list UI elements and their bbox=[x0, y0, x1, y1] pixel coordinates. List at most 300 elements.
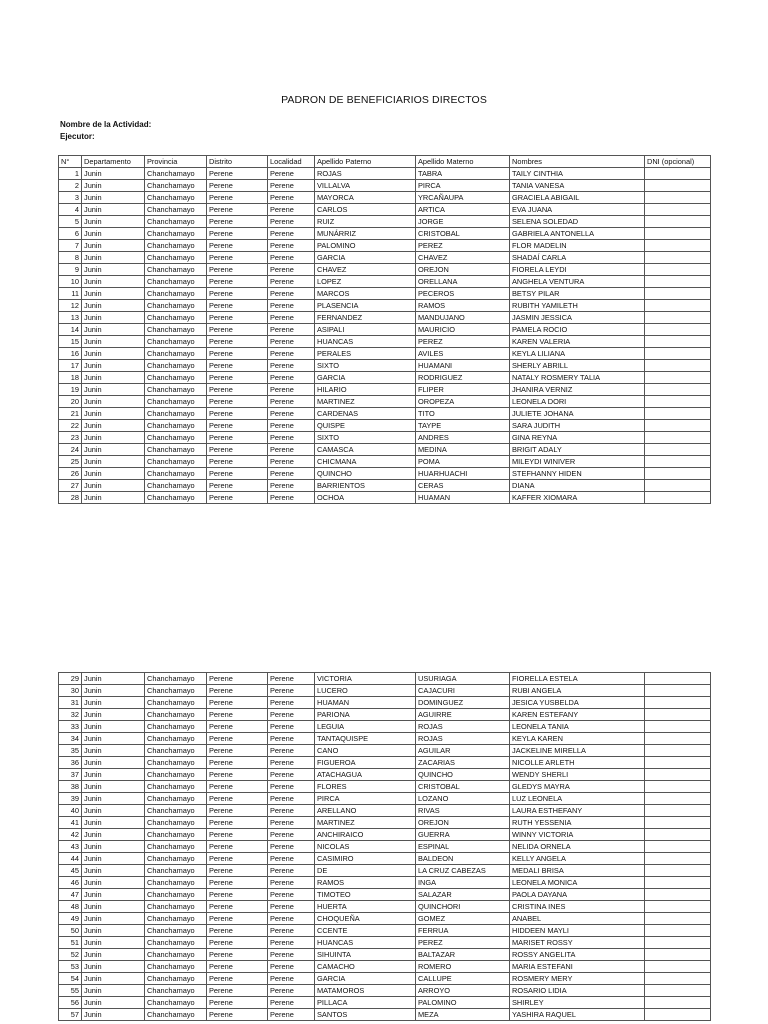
cell-dni bbox=[645, 769, 711, 781]
cell-apellido-materno: OREJON bbox=[416, 264, 510, 276]
cell-provincia: Chanchamayo bbox=[145, 853, 207, 865]
table-row bbox=[59, 865, 711, 877]
table-row bbox=[59, 432, 711, 444]
cell-nombres: BRIGIT ADALY bbox=[510, 444, 645, 456]
cell-nombres: ANABEL bbox=[510, 913, 645, 925]
cell-distrito: Perene bbox=[207, 276, 268, 288]
table-row bbox=[59, 913, 711, 925]
cell-numero: 57 bbox=[59, 1009, 82, 1021]
cell-departamento: Junin bbox=[82, 673, 145, 685]
table-row bbox=[59, 288, 711, 300]
table-row bbox=[59, 324, 711, 336]
cell-numero: 11 bbox=[59, 288, 82, 300]
cell-apellido-materno: AGUILAR bbox=[416, 745, 510, 757]
cell-dni bbox=[645, 324, 711, 336]
cell-apellido-materno: MANDUJANO bbox=[416, 312, 510, 324]
cell-apellido-paterno: GARCIA bbox=[315, 252, 416, 264]
cell-localidad: Perene bbox=[268, 336, 315, 348]
cell-departamento: Junin bbox=[82, 444, 145, 456]
cell-nombres: KEYLA KAREN bbox=[510, 733, 645, 745]
cell-apellido-paterno: ASIPALI bbox=[315, 324, 416, 336]
cell-localidad: Perene bbox=[268, 841, 315, 853]
cell-departamento: Junin bbox=[82, 492, 145, 504]
table-row bbox=[59, 889, 711, 901]
cell-dni bbox=[645, 937, 711, 949]
table-row bbox=[59, 276, 711, 288]
cell-localidad: Perene bbox=[268, 721, 315, 733]
cell-nombres: HIDDEEN MAYLI bbox=[510, 925, 645, 937]
cell-numero: 26 bbox=[59, 468, 82, 480]
cell-provincia: Chanchamayo bbox=[145, 456, 207, 468]
cell-dni bbox=[645, 216, 711, 228]
cell-numero: 2 bbox=[59, 180, 82, 192]
cell-provincia: Chanchamayo bbox=[145, 673, 207, 685]
cell-nombres: NATALY ROSMERY TALIA bbox=[510, 372, 645, 384]
cell-departamento: Junin bbox=[82, 240, 145, 252]
cell-localidad: Perene bbox=[268, 204, 315, 216]
cell-numero: 34 bbox=[59, 733, 82, 745]
cell-apellido-paterno: PLASENCIA bbox=[315, 300, 416, 312]
cell-departamento: Junin bbox=[82, 468, 145, 480]
cell-apellido-materno: AGUIRRE bbox=[416, 709, 510, 721]
cell-apellido-materno: PEREZ bbox=[416, 240, 510, 252]
cell-departamento: Junin bbox=[82, 300, 145, 312]
cell-apellido-materno: USURIAGA bbox=[416, 673, 510, 685]
cell-apellido-paterno: QUISPE bbox=[315, 420, 416, 432]
cell-distrito: Perene bbox=[207, 985, 268, 997]
cell-apellido-materno: ORELLANA bbox=[416, 276, 510, 288]
cell-localidad: Perene bbox=[268, 697, 315, 709]
cell-provincia: Chanchamayo bbox=[145, 324, 207, 336]
cell-distrito: Perene bbox=[207, 793, 268, 805]
cell-distrito: Perene bbox=[207, 360, 268, 372]
cell-apellido-paterno: CHOQUEÑA bbox=[315, 913, 416, 925]
table-row bbox=[59, 841, 711, 853]
cell-apellido-materno: QUINCHORI bbox=[416, 901, 510, 913]
cell-departamento: Junin bbox=[82, 829, 145, 841]
cell-apellido-paterno: NICOLAS bbox=[315, 841, 416, 853]
cell-localidad: Perene bbox=[268, 240, 315, 252]
cell-numero: 40 bbox=[59, 805, 82, 817]
table-row bbox=[59, 769, 711, 781]
cell-localidad: Perene bbox=[268, 444, 315, 456]
cell-nombres: PAOLA DAYANA bbox=[510, 889, 645, 901]
cell-provincia: Chanchamayo bbox=[145, 913, 207, 925]
cell-dni bbox=[645, 997, 711, 1009]
cell-distrito: Perene bbox=[207, 853, 268, 865]
cell-localidad: Perene bbox=[268, 673, 315, 685]
table-row bbox=[59, 745, 711, 757]
cell-departamento: Junin bbox=[82, 781, 145, 793]
cell-localidad: Perene bbox=[268, 300, 315, 312]
cell-nombres: EVA JUANA bbox=[510, 204, 645, 216]
cell-dni bbox=[645, 961, 711, 973]
cell-numero: 21 bbox=[59, 408, 82, 420]
cell-dni bbox=[645, 432, 711, 444]
cell-apellido-paterno: CAMASCA bbox=[315, 444, 416, 456]
cell-apellido-materno: TAYPE bbox=[416, 420, 510, 432]
cell-provincia: Chanchamayo bbox=[145, 432, 207, 444]
cell-apellido-paterno: GARCIA bbox=[315, 973, 416, 985]
cell-numero: 24 bbox=[59, 444, 82, 456]
cell-nombres: KAFFER XIOMARA bbox=[510, 492, 645, 504]
cell-localidad: Perene bbox=[268, 168, 315, 180]
cell-localidad: Perene bbox=[268, 252, 315, 264]
cell-apellido-paterno: TANTAQUISPE bbox=[315, 733, 416, 745]
cell-nombres: PAMELA ROCIO bbox=[510, 324, 645, 336]
cell-provincia: Chanchamayo bbox=[145, 264, 207, 276]
cell-departamento: Junin bbox=[82, 913, 145, 925]
table-row bbox=[59, 252, 711, 264]
cell-apellido-materno: BALTAZAR bbox=[416, 949, 510, 961]
table-row bbox=[59, 757, 711, 769]
cell-numero: 12 bbox=[59, 300, 82, 312]
cell-apellido-paterno: MATAMOROS bbox=[315, 985, 416, 997]
header-apellido-paterno: Apellido Paterno bbox=[315, 156, 416, 168]
cell-dni bbox=[645, 841, 711, 853]
beneficiaries-table-page-1 bbox=[58, 155, 711, 504]
cell-departamento: Junin bbox=[82, 408, 145, 420]
cell-apellido-materno: MEDINA bbox=[416, 444, 510, 456]
cell-provincia: Chanchamayo bbox=[145, 865, 207, 877]
cell-provincia: Chanchamayo bbox=[145, 1009, 207, 1021]
cell-departamento: Junin bbox=[82, 961, 145, 973]
cell-localidad: Perene bbox=[268, 492, 315, 504]
cell-apellido-paterno: LUCERO bbox=[315, 685, 416, 697]
actividad-label: Nombre de la Actividad: bbox=[60, 120, 152, 129]
cell-apellido-paterno: MARTINEZ bbox=[315, 396, 416, 408]
cell-dni bbox=[645, 420, 711, 432]
table-row bbox=[59, 877, 711, 889]
cell-nombres: KEYLA LILIANA bbox=[510, 348, 645, 360]
cell-dni bbox=[645, 733, 711, 745]
cell-departamento: Junin bbox=[82, 685, 145, 697]
cell-numero: 31 bbox=[59, 697, 82, 709]
cell-dni bbox=[645, 829, 711, 841]
header-departamento: Departamento bbox=[82, 156, 145, 168]
cell-departamento: Junin bbox=[82, 384, 145, 396]
cell-departamento: Junin bbox=[82, 192, 145, 204]
cell-departamento: Junin bbox=[82, 985, 145, 997]
cell-localidad: Perene bbox=[268, 781, 315, 793]
cell-distrito: Perene bbox=[207, 997, 268, 1009]
cell-numero: 38 bbox=[59, 781, 82, 793]
cell-distrito: Perene bbox=[207, 781, 268, 793]
cell-apellido-paterno: TIMOTEO bbox=[315, 889, 416, 901]
table-row bbox=[59, 793, 711, 805]
cell-apellido-paterno: MUNÁRRIZ bbox=[315, 228, 416, 240]
cell-localidad: Perene bbox=[268, 360, 315, 372]
cell-dni bbox=[645, 925, 711, 937]
table-row bbox=[59, 853, 711, 865]
cell-nombres: GINA REYNA bbox=[510, 432, 645, 444]
cell-apellido-materno: ARTICA bbox=[416, 204, 510, 216]
cell-localidad: Perene bbox=[268, 480, 315, 492]
table-row bbox=[59, 312, 711, 324]
cell-apellido-paterno: ATACHAGUA bbox=[315, 769, 416, 781]
table-row bbox=[59, 973, 711, 985]
table-row bbox=[59, 396, 711, 408]
cell-apellido-materno: CAJACURI bbox=[416, 685, 510, 697]
cell-distrito: Perene bbox=[207, 324, 268, 336]
cell-distrito: Perene bbox=[207, 673, 268, 685]
cell-provincia: Chanchamayo bbox=[145, 420, 207, 432]
cell-provincia: Chanchamayo bbox=[145, 480, 207, 492]
cell-localidad: Perene bbox=[268, 937, 315, 949]
cell-apellido-materno: HUARHUACHI bbox=[416, 468, 510, 480]
cell-dni bbox=[645, 192, 711, 204]
cell-distrito: Perene bbox=[207, 252, 268, 264]
cell-dni bbox=[645, 348, 711, 360]
cell-numero: 50 bbox=[59, 925, 82, 937]
cell-distrito: Perene bbox=[207, 865, 268, 877]
cell-nombres: RUBITH YAMILETH bbox=[510, 300, 645, 312]
cell-numero: 16 bbox=[59, 348, 82, 360]
cell-dni bbox=[645, 757, 711, 769]
cell-distrito: Perene bbox=[207, 937, 268, 949]
cell-localidad: Perene bbox=[268, 468, 315, 480]
cell-nombres: MARISET ROSSY bbox=[510, 937, 645, 949]
cell-dni bbox=[645, 336, 711, 348]
cell-dni bbox=[645, 240, 711, 252]
cell-provincia: Chanchamayo bbox=[145, 252, 207, 264]
cell-departamento: Junin bbox=[82, 372, 145, 384]
cell-provincia: Chanchamayo bbox=[145, 396, 207, 408]
cell-apellido-paterno: HUERTA bbox=[315, 901, 416, 913]
cell-dni bbox=[645, 1009, 711, 1021]
cell-provincia: Chanchamayo bbox=[145, 288, 207, 300]
cell-nombres: SARA JUDITH bbox=[510, 420, 645, 432]
cell-nombres: STEFHANNY HIDEN bbox=[510, 468, 645, 480]
cell-distrito: Perene bbox=[207, 492, 268, 504]
cell-apellido-paterno: ANCHIRAICO bbox=[315, 829, 416, 841]
cell-numero: 15 bbox=[59, 336, 82, 348]
cell-departamento: Junin bbox=[82, 745, 145, 757]
cell-provincia: Chanchamayo bbox=[145, 769, 207, 781]
cell-localidad: Perene bbox=[268, 853, 315, 865]
cell-dni bbox=[645, 180, 711, 192]
table-row bbox=[59, 961, 711, 973]
cell-nombres: FIORELA LEYDI bbox=[510, 264, 645, 276]
cell-apellido-paterno: PARIONA bbox=[315, 709, 416, 721]
table-row bbox=[59, 300, 711, 312]
cell-distrito: Perene bbox=[207, 829, 268, 841]
cell-distrito: Perene bbox=[207, 961, 268, 973]
cell-numero: 4 bbox=[59, 204, 82, 216]
cell-localidad: Perene bbox=[268, 276, 315, 288]
cell-dni bbox=[645, 973, 711, 985]
cell-numero: 18 bbox=[59, 372, 82, 384]
cell-apellido-materno: HUAMAN bbox=[416, 492, 510, 504]
cell-provincia: Chanchamayo bbox=[145, 901, 207, 913]
cell-apellido-materno: JORGE bbox=[416, 216, 510, 228]
cell-provincia: Chanchamayo bbox=[145, 228, 207, 240]
cell-apellido-paterno: SIHUINTA bbox=[315, 949, 416, 961]
cell-dni bbox=[645, 228, 711, 240]
cell-departamento: Junin bbox=[82, 841, 145, 853]
cell-dni bbox=[645, 384, 711, 396]
cell-apellido-materno: HUAMANI bbox=[416, 360, 510, 372]
header-dni: DNI (opcional) bbox=[645, 156, 711, 168]
cell-numero: 13 bbox=[59, 312, 82, 324]
cell-localidad: Perene bbox=[268, 973, 315, 985]
cell-distrito: Perene bbox=[207, 949, 268, 961]
cell-numero: 14 bbox=[59, 324, 82, 336]
cell-dni bbox=[645, 288, 711, 300]
cell-departamento: Junin bbox=[82, 733, 145, 745]
cell-apellido-materno: POMA bbox=[416, 456, 510, 468]
cell-numero: 39 bbox=[59, 793, 82, 805]
cell-apellido-materno: CALLUPE bbox=[416, 973, 510, 985]
cell-provincia: Chanchamayo bbox=[145, 336, 207, 348]
page-title: PADRON DE BENEFICIARIOS DIRECTOS bbox=[281, 94, 487, 106]
cell-distrito: Perene bbox=[207, 925, 268, 937]
cell-nombres: SHADAÍ CARLA bbox=[510, 252, 645, 264]
cell-localidad: Perene bbox=[268, 408, 315, 420]
cell-dni bbox=[645, 913, 711, 925]
cell-distrito: Perene bbox=[207, 204, 268, 216]
cell-nombres: SELENA SOLEDAD bbox=[510, 216, 645, 228]
cell-apellido-materno: TABRA bbox=[416, 168, 510, 180]
table-row bbox=[59, 228, 711, 240]
cell-localidad: Perene bbox=[268, 288, 315, 300]
cell-departamento: Junin bbox=[82, 276, 145, 288]
cell-nombres: GRACIELA ABIGAIL bbox=[510, 192, 645, 204]
cell-apellido-paterno: FIGUEROA bbox=[315, 757, 416, 769]
cell-provincia: Chanchamayo bbox=[145, 709, 207, 721]
cell-dni bbox=[645, 252, 711, 264]
cell-departamento: Junin bbox=[82, 360, 145, 372]
cell-apellido-materno: CERAS bbox=[416, 480, 510, 492]
cell-provincia: Chanchamayo bbox=[145, 348, 207, 360]
cell-provincia: Chanchamayo bbox=[145, 300, 207, 312]
cell-provincia: Chanchamayo bbox=[145, 781, 207, 793]
cell-localidad: Perene bbox=[268, 348, 315, 360]
cell-numero: 37 bbox=[59, 769, 82, 781]
cell-departamento: Junin bbox=[82, 180, 145, 192]
cell-distrito: Perene bbox=[207, 745, 268, 757]
cell-provincia: Chanchamayo bbox=[145, 360, 207, 372]
cell-departamento: Junin bbox=[82, 697, 145, 709]
cell-departamento: Junin bbox=[82, 312, 145, 324]
cell-apellido-materno: OREJON bbox=[416, 817, 510, 829]
cell-numero: 51 bbox=[59, 937, 82, 949]
table-row bbox=[59, 492, 711, 504]
table-row bbox=[59, 336, 711, 348]
cell-dni bbox=[645, 745, 711, 757]
cell-distrito: Perene bbox=[207, 973, 268, 985]
cell-localidad: Perene bbox=[268, 769, 315, 781]
cell-departamento: Junin bbox=[82, 769, 145, 781]
cell-nombres: KAREN ESTEFANY bbox=[510, 709, 645, 721]
cell-provincia: Chanchamayo bbox=[145, 961, 207, 973]
cell-nombres: LEONELA MONICA bbox=[510, 877, 645, 889]
cell-nombres: FIORELLA ESTELA bbox=[510, 673, 645, 685]
table-row bbox=[59, 985, 711, 997]
cell-departamento: Junin bbox=[82, 901, 145, 913]
cell-provincia: Chanchamayo bbox=[145, 949, 207, 961]
cell-distrito: Perene bbox=[207, 757, 268, 769]
cell-departamento: Junin bbox=[82, 889, 145, 901]
cell-provincia: Chanchamayo bbox=[145, 697, 207, 709]
cell-numero: 5 bbox=[59, 216, 82, 228]
table-row bbox=[59, 480, 711, 492]
cell-apellido-materno: CRISTOBAL bbox=[416, 781, 510, 793]
cell-numero: 8 bbox=[59, 252, 82, 264]
cell-nombres: JULIETE JOHANA bbox=[510, 408, 645, 420]
cell-dni bbox=[645, 300, 711, 312]
cell-dni bbox=[645, 949, 711, 961]
table-row bbox=[59, 264, 711, 276]
cell-localidad: Perene bbox=[268, 1009, 315, 1021]
table-row bbox=[59, 180, 711, 192]
cell-apellido-materno: RIVAS bbox=[416, 805, 510, 817]
cell-apellido-paterno: CHAVEZ bbox=[315, 264, 416, 276]
cell-provincia: Chanchamayo bbox=[145, 889, 207, 901]
cell-dni bbox=[645, 168, 711, 180]
cell-distrito: Perene bbox=[207, 709, 268, 721]
cell-apellido-materno: ANDRES bbox=[416, 432, 510, 444]
table-row bbox=[59, 697, 711, 709]
cell-localidad: Perene bbox=[268, 865, 315, 877]
cell-dni bbox=[645, 264, 711, 276]
cell-localidad: Perene bbox=[268, 997, 315, 1009]
cell-nombres: ROSMERY MERY bbox=[510, 973, 645, 985]
cell-nombres: GABRIELA ANTONELLA bbox=[510, 228, 645, 240]
cell-nombres: JESICA YUSBELDA bbox=[510, 697, 645, 709]
cell-localidad: Perene bbox=[268, 456, 315, 468]
cell-provincia: Chanchamayo bbox=[145, 192, 207, 204]
cell-departamento: Junin bbox=[82, 973, 145, 985]
cell-apellido-materno: ROMERO bbox=[416, 961, 510, 973]
cell-apellido-materno: MEZA bbox=[416, 1009, 510, 1021]
cell-localidad: Perene bbox=[268, 384, 315, 396]
cell-localidad: Perene bbox=[268, 420, 315, 432]
table-row bbox=[59, 360, 711, 372]
cell-distrito: Perene bbox=[207, 180, 268, 192]
cell-numero: 32 bbox=[59, 709, 82, 721]
cell-provincia: Chanchamayo bbox=[145, 216, 207, 228]
cell-departamento: Junin bbox=[82, 937, 145, 949]
cell-apellido-materno: FLIPER bbox=[416, 384, 510, 396]
cell-departamento: Junin bbox=[82, 877, 145, 889]
cell-departamento: Junin bbox=[82, 865, 145, 877]
cell-departamento: Junin bbox=[82, 949, 145, 961]
cell-numero: 41 bbox=[59, 817, 82, 829]
cell-apellido-materno: TITO bbox=[416, 408, 510, 420]
cell-dni bbox=[645, 721, 711, 733]
cell-apellido-materno: GUERRA bbox=[416, 829, 510, 841]
cell-apellido-materno: CHAVEZ bbox=[416, 252, 510, 264]
cell-apellido-materno: ARROYO bbox=[416, 985, 510, 997]
cell-numero: 22 bbox=[59, 420, 82, 432]
cell-localidad: Perene bbox=[268, 805, 315, 817]
cell-dni bbox=[645, 468, 711, 480]
cell-apellido-materno: ZACARIAS bbox=[416, 757, 510, 769]
cell-apellido-paterno: MAYORCA bbox=[315, 192, 416, 204]
cell-dni bbox=[645, 889, 711, 901]
cell-apellido-materno: ESPINAL bbox=[416, 841, 510, 853]
cell-numero: 52 bbox=[59, 949, 82, 961]
cell-departamento: Junin bbox=[82, 168, 145, 180]
cell-distrito: Perene bbox=[207, 913, 268, 925]
cell-nombres: TANIA VANESA bbox=[510, 180, 645, 192]
cell-nombres: LUZ LEONELA bbox=[510, 793, 645, 805]
cell-numero: 3 bbox=[59, 192, 82, 204]
cell-numero: 56 bbox=[59, 997, 82, 1009]
cell-numero: 28 bbox=[59, 492, 82, 504]
cell-apellido-materno: QUINCHO bbox=[416, 769, 510, 781]
